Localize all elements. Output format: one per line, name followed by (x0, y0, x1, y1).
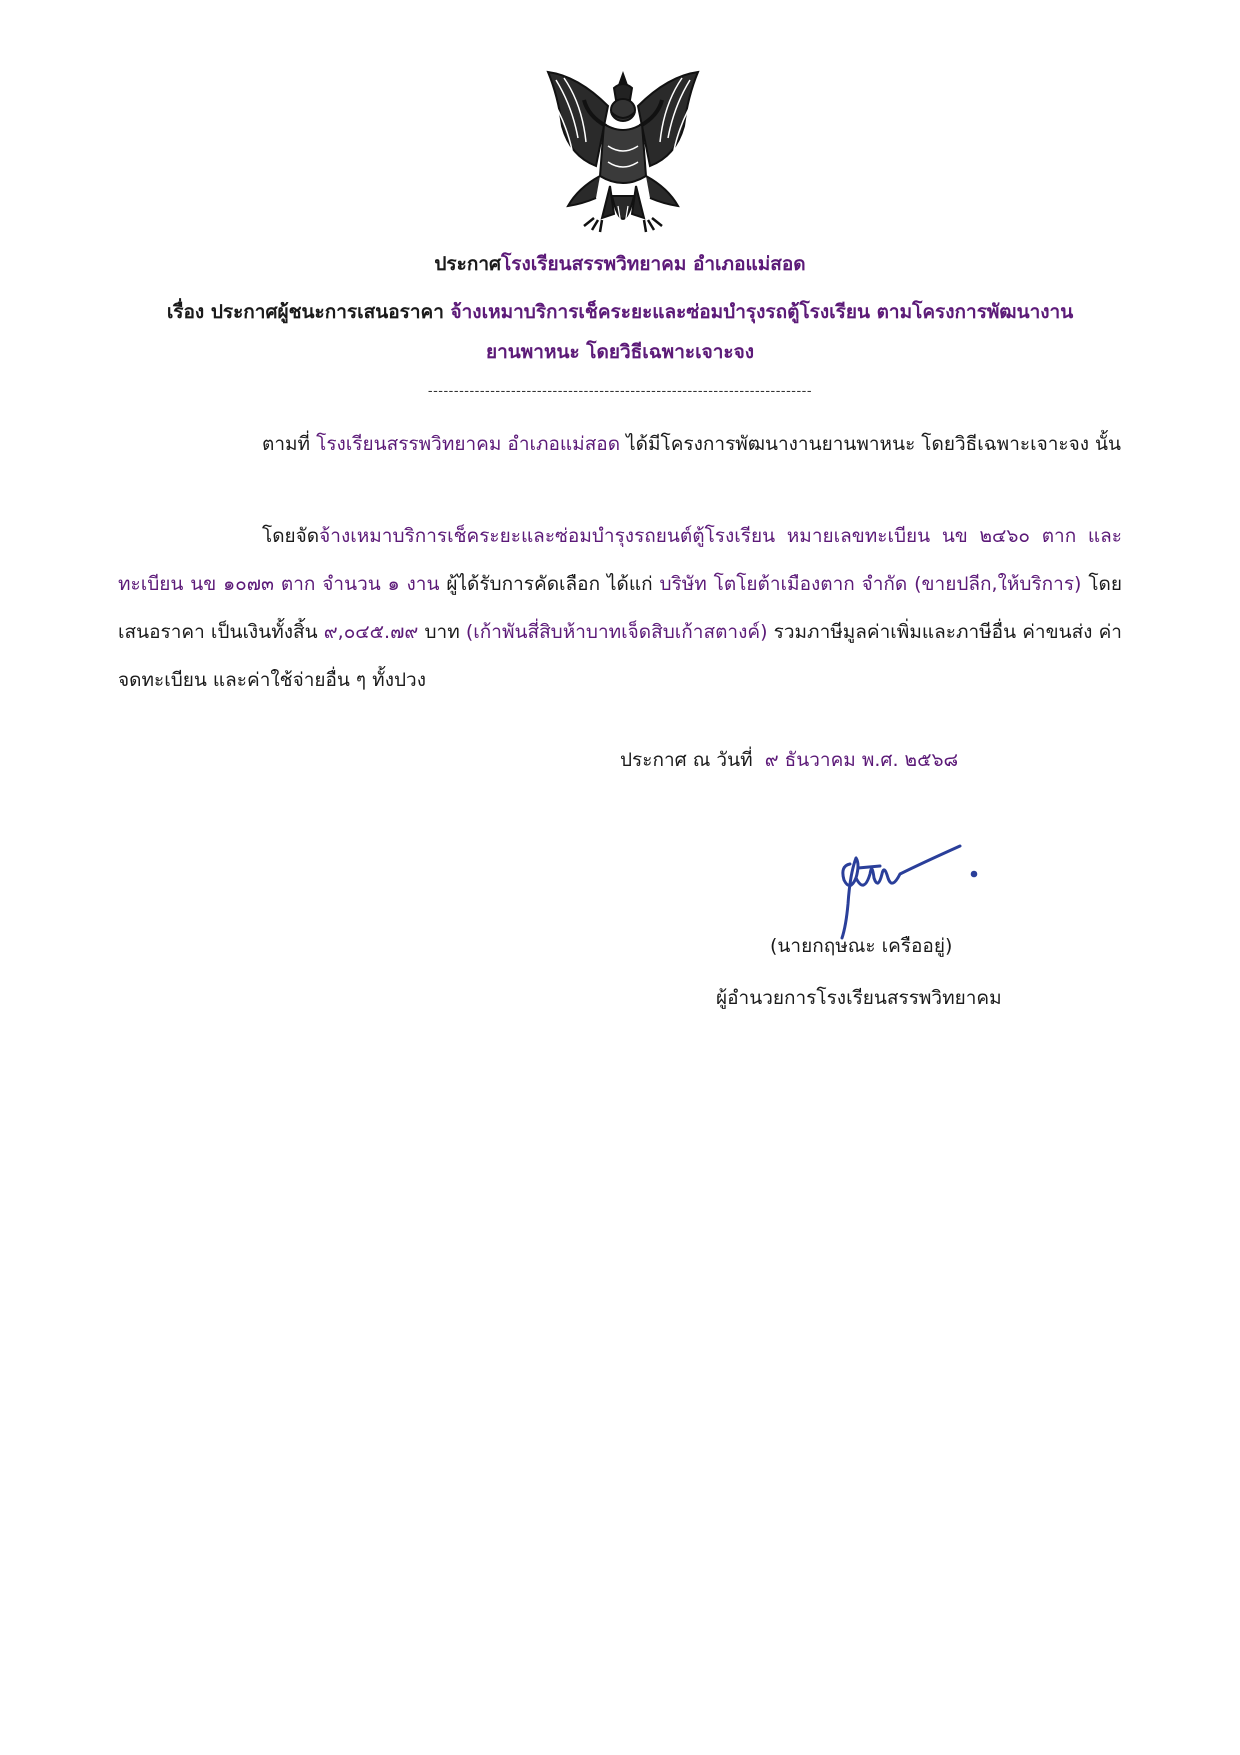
body-paragraph-2 (118, 512, 1122, 704)
body-paragraph-1 (118, 420, 1122, 468)
p2-service-description: จ้างเหมาบริการเช็คระยะและซ่อมบำรุงรถยนต์ตู้โรงเรียน หมายเลขทะเบียน นข ๒๔๖๐ ตาก และทะเบียน นข ๑๐๗๓ ตาก จำนวน ๑ งาน (118, 525, 1122, 595)
date-label: ประกาศ ณ วันที่ (620, 749, 753, 771)
divider-line: -------------------------------------------------------------------------- (427, 384, 813, 399)
signer-title: ผู้อำนวยการโรงเรียนสรรพวิทยาคม (716, 987, 1002, 1009)
p2-price-in-words: (เก้าพันสี่สิบห้าบาทเจ็ดสิบเก้าสตางค์) (465, 621, 768, 643)
subject-label: เรื่อง ประกาศผู้ชนะการเสนอราคา (166, 301, 444, 323)
subject-text-line2: ยานพาหนะ โดยวิธีเฉพาะเจาะจง (485, 341, 754, 363)
date-value: ๙ ธันวาคม พ.ศ. ๒๕๖๘ (764, 749, 959, 771)
p1-intro: ตามที่ (262, 433, 311, 455)
p2-intro: โดยจัด (262, 525, 320, 547)
signer-name: (นายกฤษณะ เครืออยู่) (770, 935, 953, 957)
p2-price-label: โดยเสนอราคา เป็นเงินทั้งสิ้น (118, 573, 1123, 643)
title-organization: โรงเรียนสรรพวิทยาคม อำเภอแม่สอด (501, 253, 806, 275)
p2-winner-label: ผู้ได้รับการคัดเลือก ได้แก่ (446, 573, 653, 595)
p2-price-amount: ๙,๐๔๕.๗๙ (323, 621, 419, 643)
p2-winner-company: บริษัท โตโยต้าเมืองตาก จำกัด (ขายปลีก,ให้บริการ) (659, 573, 1082, 595)
p1-project-intro: ได้มีโครงการพัฒนางานยานพาหนะ โดยวิธีเฉพาะเจาะจง (626, 433, 1089, 455)
announcement-title (100, 250, 1140, 278)
p1-ending: นั้น (1095, 433, 1122, 455)
announcement-date (620, 740, 958, 780)
p2-currency: บาท (424, 621, 460, 643)
p2-tax-note: รวมภาษีมูลค่าเพิ่มและภาษีอื่น ค่าขนส่ง ค่าจดทะเบียน และค่าใช้จ่ายอื่น ๆ ทั้งปวง (118, 621, 1122, 691)
title-prefix: ประกาศ (434, 253, 502, 275)
p1-organization: โรงเรียนสรรพวิทยาคม อำเภอแม่สอด (316, 433, 621, 455)
announcement-subject (100, 292, 1140, 372)
garuda-emblem-icon (538, 66, 708, 246)
subject-text-line1: จ้างเหมาบริการเช็คระยะและซ่อมบำรุงรถตู้โรงเรียน ตามโครงการพัฒนางาน (450, 301, 1074, 323)
